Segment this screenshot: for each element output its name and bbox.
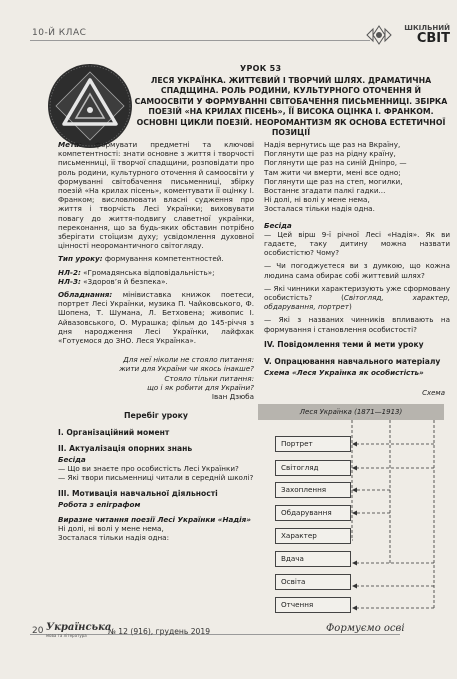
scheme-item: Освіта xyxy=(275,574,351,590)
scheme-item: Отчення xyxy=(275,597,351,613)
scheme-item: Вдача xyxy=(275,551,351,567)
goal-text: формувати предметні та ключові компетентності: знати основне з життя і творчості письменниці, її творчої спадщини, розповідати про роль родини, культурного оточення й самоосвіти у формуванні світобачення письменниці, збірку поезій «На крилах пісень», коментувати її оцінку І. Франком; висловлювати власні судження про життя і творчість Лесі Українки; виховувати повагу до життя-подвигу славетної українки, переконання, що за будь-яких обставин потрібно зберігати стоїцизм духу; усвідомлення духовної цінності неоромантичного світогляду. xyxy=(58,140,254,251)
left-column xyxy=(58,140,254,543)
question: — Що ви знаєте про особистість Лесі Українки? xyxy=(58,464,239,474)
question xyxy=(264,284,450,312)
question: — Які з названих чинників впливають на формування і становлення особистості? xyxy=(264,315,450,334)
magazine-logo-top: ШКІЛЬНИЙ xyxy=(404,24,450,32)
footer-magazine-logo: Українська xyxy=(46,622,112,633)
scheme-item: Характер xyxy=(275,528,351,544)
course-title: Перебіг уроку xyxy=(124,411,188,421)
nl3-label: НЛ-3: xyxy=(58,276,81,286)
reading-title: Виразне читання поезії Лесі Українки «Надія» xyxy=(58,514,251,524)
scheme-item: Портрет xyxy=(275,436,351,452)
epigraph xyxy=(58,355,254,401)
scheme-item: Світогляд xyxy=(275,460,351,476)
scheme-item: Захоплення xyxy=(275,482,351,498)
talk-questions xyxy=(264,230,450,334)
page-number: 20 xyxy=(32,626,44,636)
section-3-heading: III. Мотивація навчальної діяльності xyxy=(58,488,218,498)
scheme-item: Обдарування xyxy=(275,505,351,521)
magazine-logo xyxy=(398,24,450,50)
type-paragraph xyxy=(58,254,254,263)
goal-label: Мета: xyxy=(58,140,82,149)
question-answer: Світогляд, характер, обдарування, портрет xyxy=(264,293,450,312)
equipment-text: мінівиставка книжок поетеси, портрет Лесі Українки, музика П. Чайковського, Ф. Шопена, Т. Шумана, Л. Бетховена; живопис І. Айвазовського, О. Мурашка; фільм до 145-річчя з дня народження Лесі Українки, лайфхак «Готуємося до ЗНО. Леся Українка». xyxy=(58,290,254,346)
epigraph-line: Для неї ніколи не стояло питання: xyxy=(123,355,254,365)
section-3-subheading: Робота з епіграфом xyxy=(58,499,141,509)
equipment-label: Обладнання: xyxy=(58,290,113,300)
issue-info: № 12 (916), грудень 2019 xyxy=(108,627,211,636)
poem-line: Ні долі, ні волі у мене нема, xyxy=(264,195,370,205)
section-1-heading: I. Організаційний момент xyxy=(58,428,170,438)
poem-line: Поглянути ще раз на рідну країну, xyxy=(264,149,396,159)
section-2-heading: II. Актуалізація опорних знань xyxy=(58,443,193,453)
poem-continuation xyxy=(264,140,450,214)
poem-line: Поглянути ще раз на синій Дніпро, — xyxy=(264,158,407,168)
question-text: — Які чинники характеризують уже сформовану особистість? ( xyxy=(264,283,450,303)
equipment-paragraph xyxy=(58,290,254,345)
poem-line: Зосталася тільки надія одна. xyxy=(264,204,375,214)
epigraph-line: жити для України чи якось інакше? xyxy=(119,364,254,374)
scheme-header: Леся Українка (1871—1913) xyxy=(258,404,444,420)
poem-line: Ні долі, ні волі у мене нема, xyxy=(58,524,164,534)
nl2-paragraph xyxy=(58,268,254,277)
epigraph-line: Стояло тільки питання: xyxy=(164,373,254,383)
goal-paragraph xyxy=(58,140,254,250)
section-4-heading: IV. Повідомлення теми й мети уроку xyxy=(264,339,424,349)
footer-magazine-subtitle: мова та література xyxy=(46,633,87,638)
grade-label: 10-Й КЛАС xyxy=(32,28,87,38)
section-5-subheading: Схема «Леся Українка як особистість» xyxy=(264,368,424,378)
poem-line: Поглянути ще раз на степ, могилки, xyxy=(264,176,403,186)
question-end: ) xyxy=(348,302,352,312)
poem-line: Там жити чи вмерти, мені все одно; xyxy=(264,167,401,177)
ornament-icon xyxy=(365,24,393,46)
right-column xyxy=(264,140,450,377)
nl3-paragraph xyxy=(58,277,254,286)
poem-line: Надія вернутись ще раз на Вкраїну, xyxy=(264,140,401,149)
poem-line: Зосталася тільки надія одна: xyxy=(58,533,169,543)
nl2-text: «Громадянська відповідальність»; xyxy=(80,267,215,277)
scheme-caption: Схема xyxy=(422,389,445,397)
lesson-title: ЛЕСЯ УКРАЇНКА. ЖИТТЄВИЙ І ТВОРЧИЙ ШЛЯХ. ДРАМАТИЧНА СПАДЩИНА. РОЛЬ РОДИНИ, КУЛЬТУРНОГО ОТОЧЕННЯ Й САМООСВІТИ У ФОРМУВАННІ СВІТОБАЧЕННЯ ПИСЬМЕННИЦІ. ЗБІРКА ПОЕЗІЙ «НА КРИЛАХ ПІСЕНЬ», ЇЇ ВИСОКА ОЦІНКА І. ФРАНКОМ. ОСНОВНІ ЦИКЛИ ПОЕЗІЙ. НЕОРОМАНТИЗМ ЯК ОСНОВА ЕСТЕТИЧНОЇ ПОЗИЦІЇ xyxy=(134,76,448,138)
epigraph-line: що і як робити для України? xyxy=(147,382,254,392)
question: — Які твори письменниці читали в середній школі? xyxy=(58,473,254,483)
section-2-questions xyxy=(58,464,254,482)
nl3-text: «Здоров’я й безпека». xyxy=(80,276,168,286)
footer-slogan: Формуємо осві xyxy=(326,623,405,634)
lesson-number: УРОК 53 xyxy=(240,64,282,73)
section-5-heading: V. Опрацювання навчального матеріалу xyxy=(264,357,441,367)
question: — Цей вірш 9-ї річної Лесі «Надія». Як ви гадаєте, таку дитину можна назвати особистістю? Чому? xyxy=(264,229,450,258)
lesson-emblem-icon xyxy=(46,62,134,150)
magazine-logo-main: СВІТ xyxy=(416,31,450,46)
question: — Чи погоджуєтеся ви з думкою, що кожна людина сама обирає собі життєвий шлях? xyxy=(264,261,450,280)
talk-label: Бесіда xyxy=(264,220,292,230)
poem-line: Востаннє згадати палкі гадки... xyxy=(264,186,386,196)
poem-start xyxy=(58,524,254,542)
header-rule xyxy=(30,40,370,41)
nl2-label: НЛ-2: xyxy=(58,267,81,277)
type-text: формування компетентностей. xyxy=(102,254,224,264)
section-2-subheading: Бесіда xyxy=(58,454,86,464)
epigraph-author: Іван Дзюба xyxy=(211,392,254,402)
type-label: Тип уроку: xyxy=(58,254,103,264)
